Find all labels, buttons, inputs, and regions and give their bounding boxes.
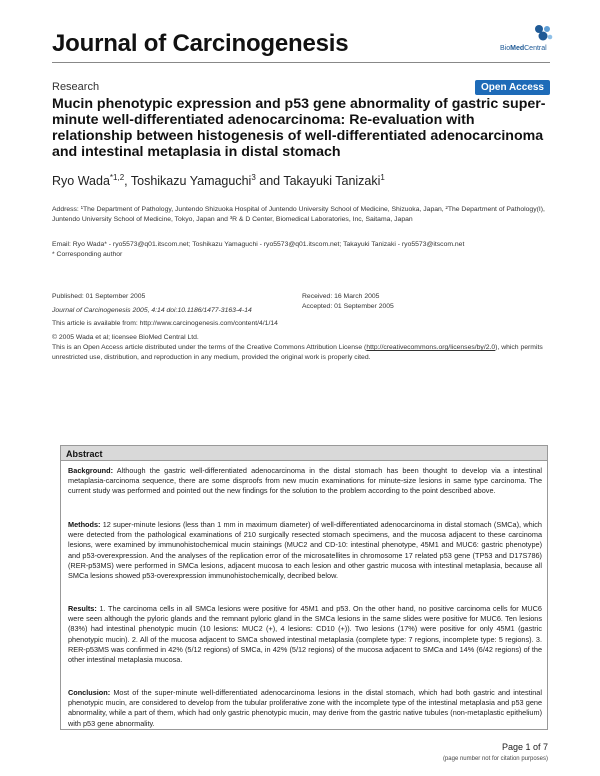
review-dates (302, 292, 542, 311)
corresponding-author-note: * Corresponding author (52, 251, 123, 258)
author-affiliation: 3 (251, 173, 256, 182)
author-separator: , (124, 174, 131, 189)
license-notice: This is an Open Access article distributed under the terms of the Creative Commons Attribution License (http://creativecommons.org/licenses/by/2.0), which permits unrestricted use, distribution, and reproduction in any medium, provided the original work is properly cited. (52, 344, 543, 361)
license-link[interactable]: http://creativecommons.org/licenses/by/2.0 (366, 344, 496, 351)
author-emails[interactable]: Email: Ryo Wada* - ryo5573@q01.itscom.net; Toshikazu Yamaguchi - ryo5573@q01.itscom.net; Takayuki Tanizaki - ryo5573@itscom.net (52, 241, 465, 248)
author-separator: and (255, 174, 284, 189)
page-number: Page 1 of 7 (501, 742, 548, 752)
author-name[interactable]: Toshikazu Yamaguchi (130, 174, 252, 189)
background-label: Background: (68, 466, 113, 475)
author-affiliation: *1,2 (109, 173, 125, 182)
abstract-methods: Methods: 12 super-minute lesions (less than 1 mm in maximum diameter) of well-differentiated adenocarcinoma in distal stomach (SMCa), which were detected from the pathological examinations of 210 surgically resected stomach specimens, and the mucosa adjacent to these carcinoma lesions, were examined by immunohistochemical mucin stainings (MUC2 and CD-10: intestinal phenotype, 45M1 and MUC6: gastric phenotype) and p53-overexpression. And the analyses of the replication error of the microsatellites in chromosome 17 related p53 gene (TP53 and D17S786) (RER-p53MS) were performed in SMCa lesions, adjacent mucosa to each lesion and other gastric mucosa with intestinal metaplasia, because all SMCa lesions showed p53-overexpression immunohistochemically, decribed below. (68, 520, 542, 581)
abstract-box (60, 445, 548, 730)
journal-title: Journal of Carcinogenesis (52, 30, 349, 57)
article-url[interactable]: This article is available from: http://www.carcinogenesis.com/content/4/1/14 (52, 320, 278, 327)
biomed-central-logo-icon (532, 22, 554, 44)
author-list (52, 173, 552, 188)
publication-info (52, 292, 302, 315)
abstract-results: Results: 1. The carcinoma cells in all SMCa lesions were positive for 45M1 and p53. On the other hand, no positive carcinoma cells for MUC6 were seen although the pyloric glands and the remnant pyloric gland in the SMCa lesions in the same slides were positive for MUC6. Ten lesions (83%) had intestinal phenotypic mucin (10 lesions: MUC2 (+), 4 lesions: CD10 (+)). Two lesions (17%) were positive for only 45M1 (gastric phenotypic mucin). 2. All of the mucosa adjacent to SMCa showed intestinal metaplasia (complete type: 7 regions, incomplete type: 5 regions). 3. RER-p53MS was confirmed in 42% (5/12 regions) of SMCa, in 42% (5/12 regions) of the mucosa adjacent to SMCa and 14% (6/42 regions) of the other intestinal metaplasia mucosa. (68, 604, 542, 665)
biomed-central-logo-text: BioMedCentral (500, 45, 547, 52)
author-affiliation: 1 (380, 173, 385, 182)
copyright-notice: © 2005 Wada et al; licensee BioMed Central Ltd. (52, 334, 199, 341)
author-name[interactable]: Takayuki Tanizaki (283, 174, 381, 189)
article-title: Mucin phenotypic expression and p53 gene abnormality of gastric super-minute well-differentiated adenocarcinoma: Re-evaluation with relationship between histogenesis of well-differentiated adenocarcinoma and intestinal metaplasia in distal stomach (52, 96, 546, 160)
citation: Journal of Carcinogenesis 2005, 4:14 doi:10.1186/1477-3163-4-14 (52, 306, 252, 314)
author-address: Address: ¹The Department of Pathology, Juntendo Shizuoka Hospital of Juntendo University School of Medicine, Shizuoka, Japan, ²The Department of Pathology(I), Juntendo University School of Medicine, Tokyo, Japan and ³R & D Center, Biomedical Laboratories, Inc, Saitama, Japan (52, 206, 545, 223)
author-name[interactable]: Ryo Wada (52, 174, 110, 189)
abstract-background: Background: Although the gastric well-differentiated adenocarcinoma in the distal stomach has been thought to develop via a intestinal metaplasia-carcinoma sequence, there are some disproofs from new mucin examinations for minute-size lesions in same type carcinoma. The current study was performed and pointed out the new findings for the solution to the problem according to the point described above. (68, 466, 542, 496)
abstract-heading: Abstract (61, 446, 547, 461)
methods-label: Methods: (68, 520, 101, 529)
abstract-conclusion: Conclusion: Most of the super-minute well-differentiated adenocarcinoma lesions in the distal stomach, which had both gastric and intestinal phenotypic mucin, are considered to develop from the tubular proliferative zone with the incomplete type of the intestinal metaplasia and p53 gene abnormality, while a part of them, which had only gastric phenotypic mucin, may derive from the gastric native tubules (non-metaplastic epithelium) with p53 gene abnormality. (68, 688, 542, 728)
accepted-date: Accepted: 01 September 2005 (302, 302, 394, 310)
published-date: Published: 01 September 2005 (52, 293, 146, 300)
header-rule (52, 62, 550, 63)
biomed-central-logo[interactable] (500, 22, 560, 52)
open-access-badge[interactable]: Open Access (475, 80, 550, 95)
page-number-note: (page number not for citation purposes) (442, 756, 548, 762)
results-label: Results: (68, 604, 97, 613)
conclusion-label: Conclusion: (68, 688, 111, 697)
section-label: Research (52, 81, 100, 93)
received-date: Received: 16 March 2005 (302, 293, 380, 300)
